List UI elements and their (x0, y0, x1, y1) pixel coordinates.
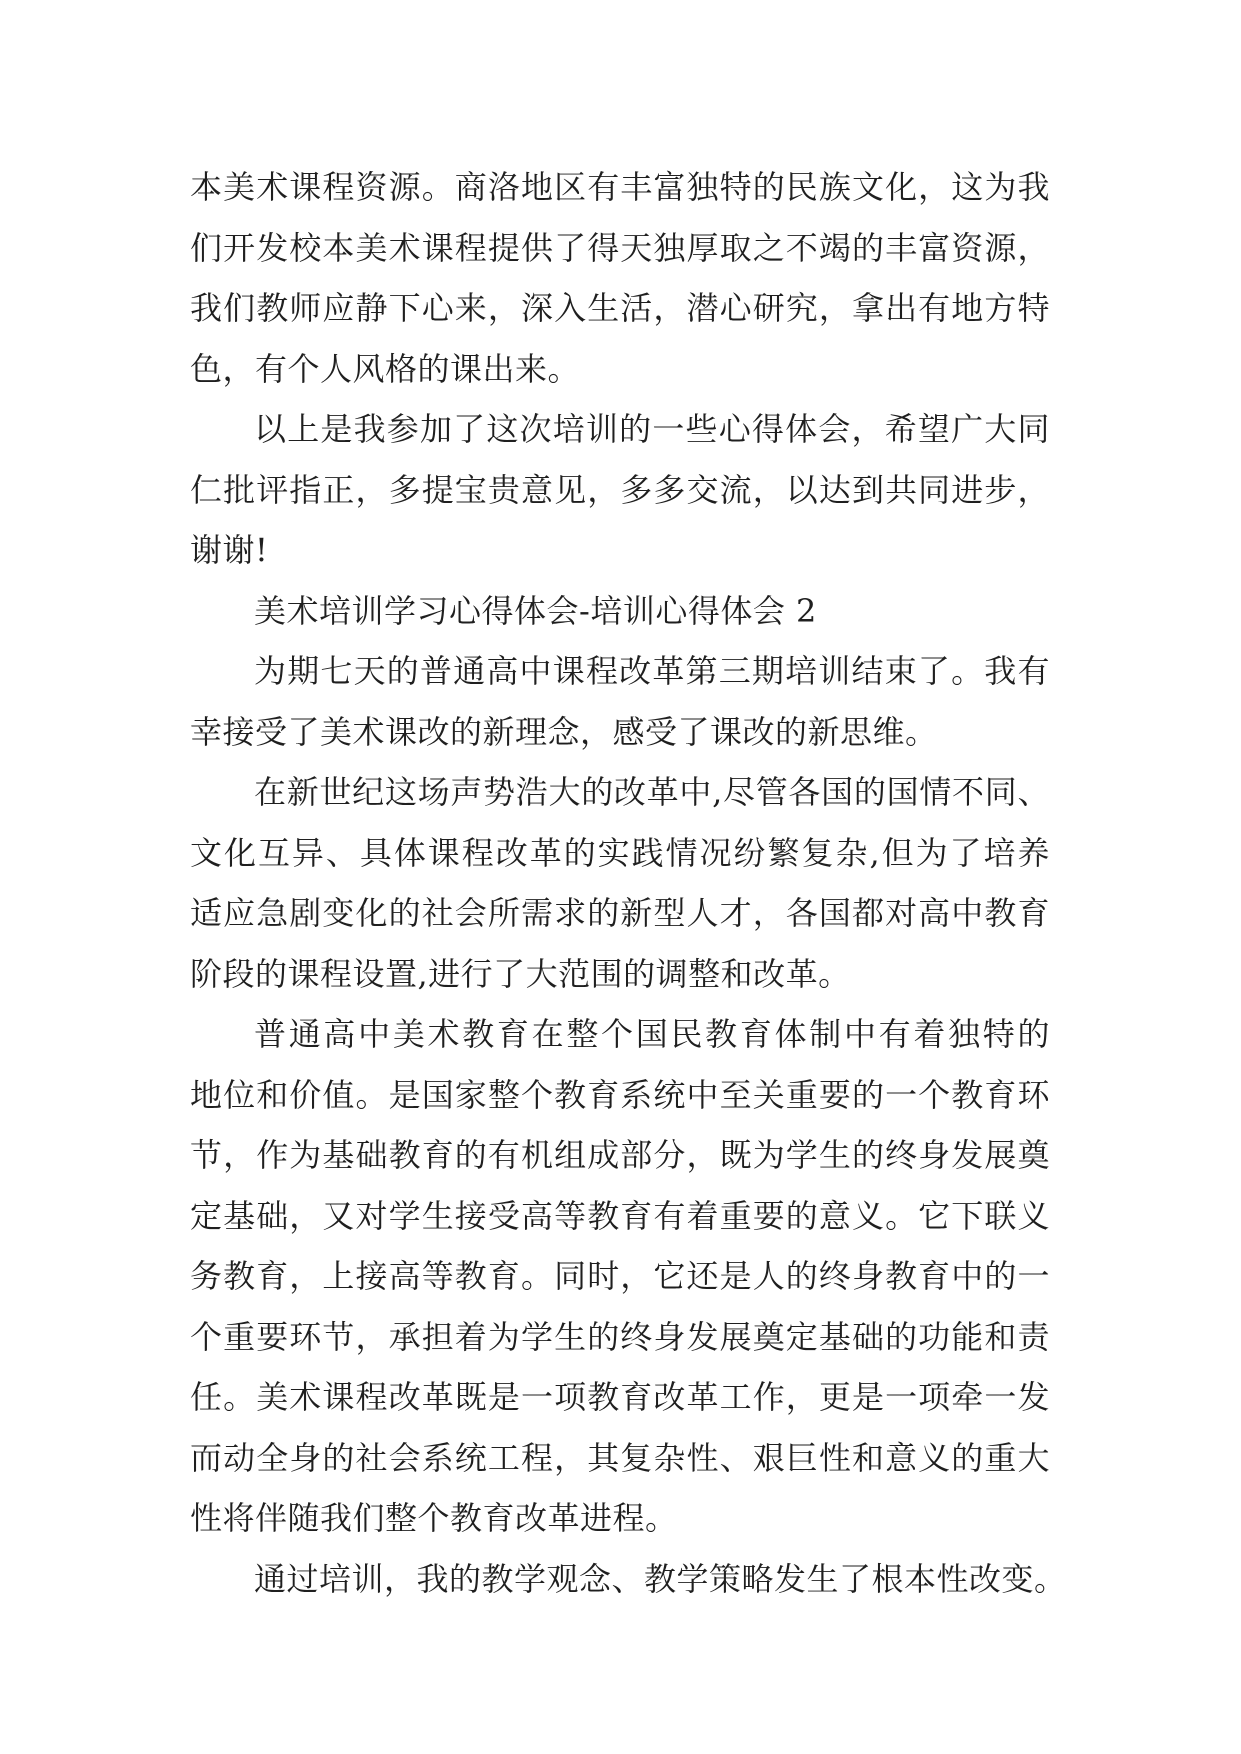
text-line: 任。美术课程改革既是一项教育改革工作，更是一项牵一发 (190, 1378, 1050, 1416)
text-line: 以上是我参加了这次培训的一些心得体会，希望广大同 (254, 410, 1050, 448)
document-body (190, 157, 1067, 1609)
text-line: 定基础，又对学生接受高等教育有着重要的意义。它下联义 (190, 1196, 1050, 1235)
text-line: 谢谢! (190, 531, 269, 569)
text-line: 性将伴随我们整个教育改革进程。 (190, 1499, 678, 1537)
text-line: 通过培训，我的教学观念、教学策略发生了根本性改变。 (254, 1559, 1067, 1598)
text-line: 普通高中美术教育在整个国民教育体制中有着独特的 (254, 1015, 1050, 1053)
text-line: 而动全身的社会系统工程，其复杂性、艰巨性和意义的重大 (190, 1438, 1050, 1477)
text-line: 个重要环节，承担着为学生的终身发展奠定基础的功能和责 (190, 1317, 1050, 1356)
text-line: 本美术课程资源。商洛地区有丰富独特的民族文化，这为我 (190, 168, 1050, 206)
text-line: 节，作为基础教育的有机组成部分，既为学生的终身发展奠 (190, 1136, 1050, 1174)
text-line: 我们教师应静下心来，深入生活，潜心研究，拿出有地方特 (190, 289, 1050, 327)
text-line: 务教育，上接高等教育。同时，它还是人的终身教育中的一 (190, 1257, 1050, 1295)
text-line: 色，有个人风格的课出来。 (190, 349, 581, 388)
text-line: 幸接受了美术课改的新理念，感受了课改的新思维。 (190, 712, 938, 751)
text-line: 文化互异、具体课程改革的实践情况纷繁复杂,但为了培养 (190, 833, 1050, 872)
text-line: 阶段的课程设置,进行了大范围的调整和改革。 (190, 954, 851, 993)
text-line: 们开发校本美术课程提供了得天独厚取之不竭的丰富资源， (190, 228, 1050, 267)
text-line: 仁批评指正，多提宝贵意见，多多交流，以达到共同进步， (190, 470, 1050, 509)
text-line: 为期七天的普通高中课程改革第三期培训结束了。我有 (254, 652, 1050, 690)
text-line: 在新世纪这场声势浩大的改革中,尽管各国的国情不同、 (254, 773, 1050, 811)
text-line: 适应急剧变化的社会所需求的新型人才，各国都对高中教育 (190, 894, 1050, 932)
text-line: 美术培训学习心得体会-培训心得体会 2 (254, 591, 817, 630)
text-line: 地位和价值。是国家整个教育系统中至关重要的一个教育环 (190, 1075, 1050, 1114)
